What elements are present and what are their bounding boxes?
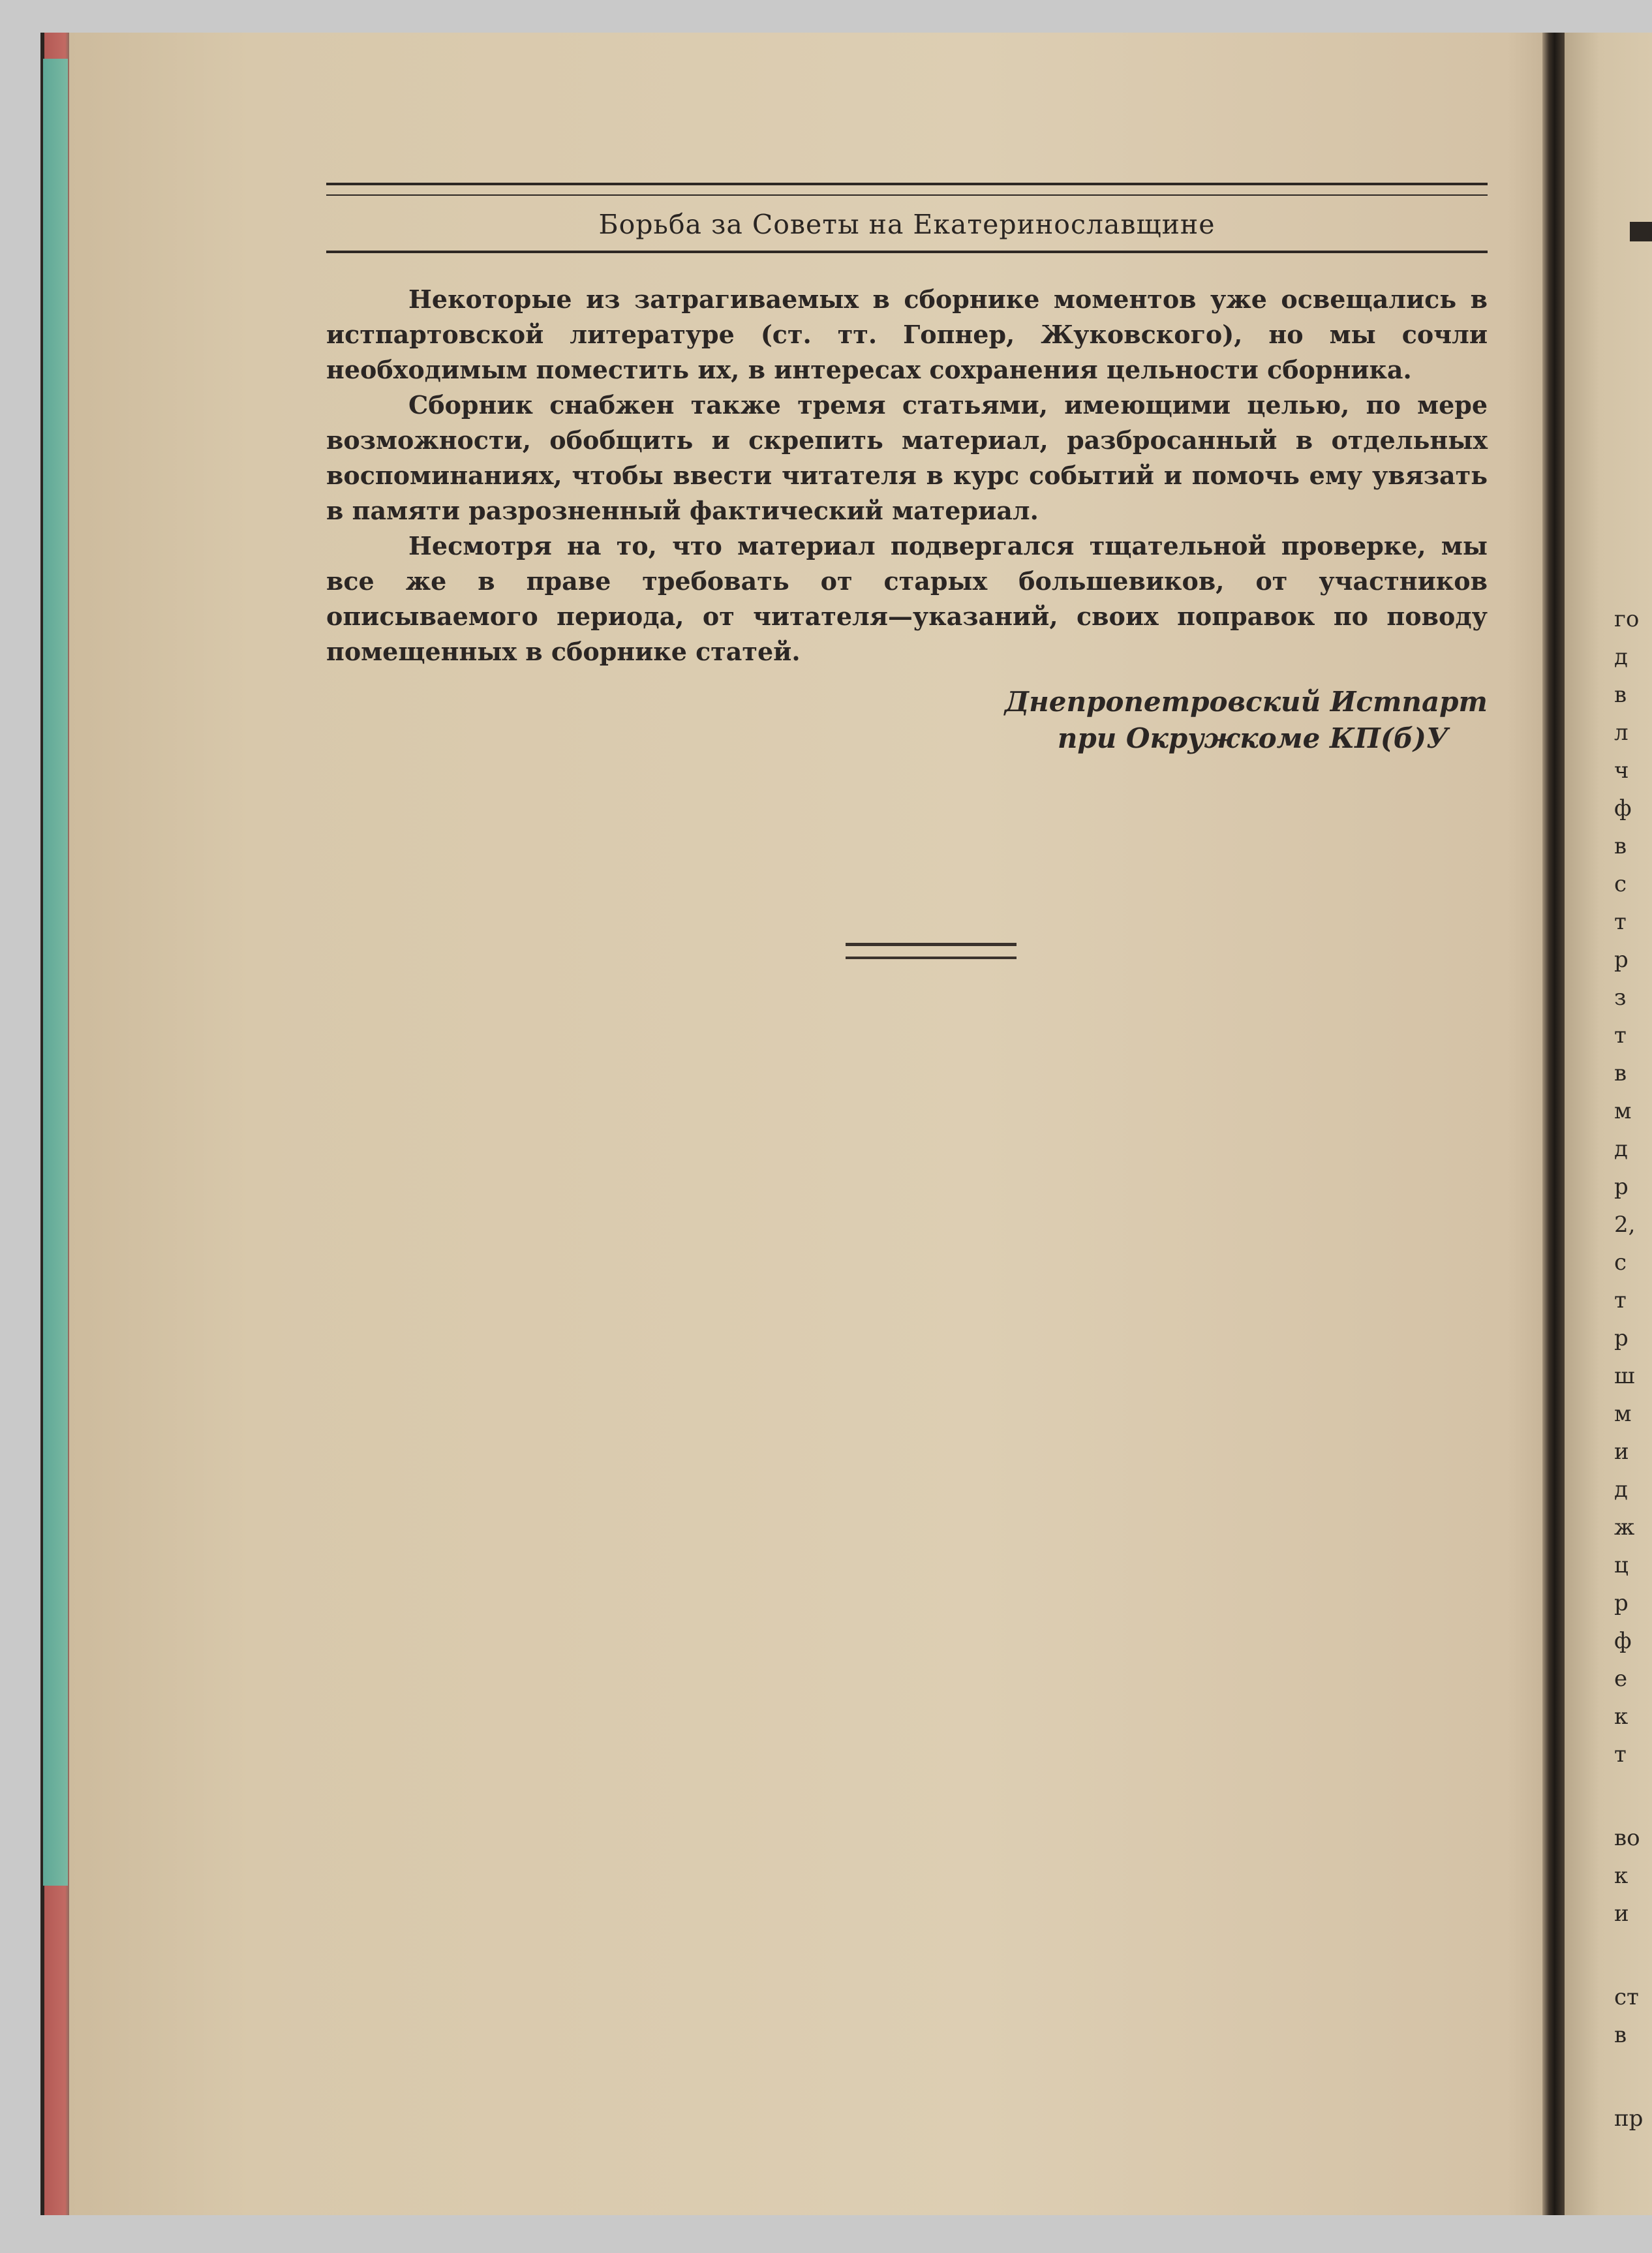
facing-page-fragment: к: [1614, 1863, 1629, 1889]
signature: [326, 684, 1488, 757]
facing-page-fragment: ж: [1614, 1514, 1635, 1540]
facing-page-fragment: с: [1614, 871, 1627, 897]
facing-page-fragment: т: [1614, 1287, 1627, 1313]
facing-page-fragment: р: [1614, 1325, 1629, 1351]
paragraph: Сборник снабжен также тремя статьями, имеющими целью, по мере возможности, обобщить и скрепить материал, разбросанный в отдельных воспоминаниях, чтобы ввести читателя в курс событий и помочь ему увязать в памяти разрозненный фактический материал.: [326, 390, 1488, 525]
facing-page-fragment: пр: [1614, 2106, 1644, 2132]
facing-page-fragment: т: [1614, 1022, 1627, 1049]
facing-page-fragment: т: [1614, 909, 1627, 935]
facing-page-fragment: ф: [1614, 795, 1632, 821]
facing-page-fragment: р: [1614, 1590, 1629, 1616]
paragraph: Несмотря на то, что материал подвергался тщательной проверке, мы все же в праве требовать от старых большевиков, от участников описываемого периода, от читателя—указаний, своих поправок по поводу помещенных в сборнике статей.: [326, 531, 1488, 666]
facing-page-fragment: р: [1614, 947, 1629, 973]
facing-page-fragment: ст: [1614, 1984, 1639, 2010]
facing-page-fragment: в: [1614, 1060, 1627, 1086]
book-scan: [40, 33, 1652, 2215]
facing-page-fragment: м: [1614, 1098, 1632, 1124]
facing-page-fragment: д: [1614, 1136, 1628, 1162]
facing-page-fragment: и: [1614, 1901, 1629, 1927]
facing-page-fragment: р: [1614, 1174, 1629, 1200]
fragment-gap: [1614, 1933, 1652, 1978]
facing-page-fragment: ч: [1614, 758, 1629, 784]
facing-page-fragment: го: [1614, 606, 1640, 632]
facing-page-fragment: л: [1614, 720, 1629, 746]
facing-page-fragment: д: [1614, 1477, 1628, 1503]
facing-page-text-fragments: [1614, 600, 1652, 2138]
paragraph: Некоторые из затрагиваемых в сборнике моментов уже освещались в истпартовской литературе (ст. тт. Гопнер, Жуковского), но мы сочли необходимым поместить их, в интересах сохранения цельности сборника.: [326, 284, 1488, 384]
facing-page-fragment: т: [1614, 1741, 1627, 1768]
fragment-gap: [1614, 1773, 1652, 1819]
header-rule-bottom: [326, 251, 1488, 253]
running-title: Борьба за Советы на Екатеринославщине: [598, 209, 1216, 240]
facing-page-fragment: во: [1614, 1825, 1640, 1851]
facing-page-fragment: з: [1614, 985, 1627, 1011]
facing-page-fragment: м: [1614, 1401, 1632, 1427]
page-content: [326, 183, 1488, 757]
facing-page-fragment: ф: [1614, 1628, 1632, 1654]
fragment-gap: [1614, 2054, 1652, 2100]
signature-line-2: при Окружкоме КП(б)У: [1057, 722, 1448, 754]
facing-page-fragment: ш: [1614, 1363, 1635, 1389]
facing-page-fragment: и: [1614, 1439, 1629, 1465]
facing-page-fragment: к: [1614, 1704, 1629, 1730]
facing-page-fragment: в: [1614, 682, 1627, 708]
facing-page-fragment: 2,: [1614, 1212, 1636, 1238]
signature-line-1: Днепропетровский Истпарт: [1004, 686, 1488, 718]
facing-page-fragment: в: [1614, 833, 1627, 859]
end-ornament-rule: [846, 943, 1017, 959]
facing-page-fragment: д: [1614, 644, 1628, 670]
facing-page-fragment: с: [1614, 1249, 1627, 1276]
facing-page-heading-mark: [1630, 222, 1652, 241]
facing-page-fragment: в: [1614, 2022, 1627, 2048]
body-text: [326, 282, 1488, 669]
cover-edge-teal: [43, 59, 68, 1886]
book-gutter: [1542, 33, 1565, 2215]
bleed-through-text: [399, 822, 1495, 1146]
header-rule-top: [326, 183, 1488, 196]
facing-page-fragment: е: [1614, 1666, 1628, 1692]
facing-page-fragment: ц: [1614, 1552, 1629, 1578]
